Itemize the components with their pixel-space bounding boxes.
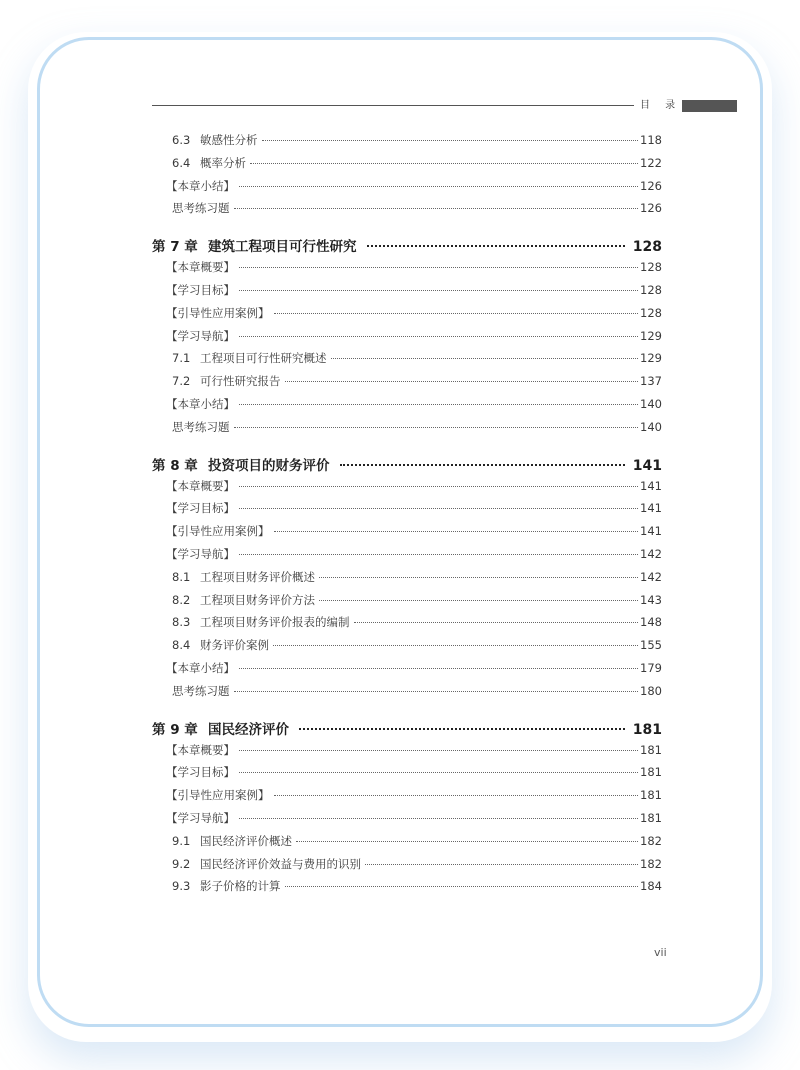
entry-title: 【引导性应用案例】	[166, 305, 270, 320]
toc-entry[interactable]	[152, 569, 662, 592]
page-ref: 142	[640, 546, 662, 561]
toc-entry[interactable]	[152, 878, 662, 901]
toc-entry-label	[152, 350, 331, 366]
table-of-contents	[152, 132, 662, 901]
header-rule	[152, 105, 634, 106]
toc-entry-label	[152, 523, 274, 539]
dot-leader	[239, 290, 638, 291]
header-title: 目 录	[640, 100, 682, 111]
entry-title: 工程项目财务评价方法	[200, 592, 315, 607]
page-ref: 181	[640, 788, 662, 803]
toc-entry-label	[152, 259, 239, 275]
page-ref: 129	[640, 351, 662, 366]
entry-title: 概率分析	[200, 155, 246, 170]
page-ref: 155	[640, 638, 662, 653]
entry-title: 【学习目标】	[166, 282, 235, 297]
entry-title: 【学习导航】	[166, 810, 235, 825]
toc-entry-label	[152, 282, 239, 298]
toc-entry-label	[152, 592, 319, 608]
entry-title: 【引导性应用案例】	[166, 788, 270, 803]
entry-title: 思考练习题	[172, 201, 230, 216]
chapter-title: 国民经济评价	[208, 721, 289, 738]
page-ref: 180	[640, 683, 662, 698]
toc-entry[interactable]	[152, 637, 662, 660]
toc-entry[interactable]	[152, 259, 662, 282]
toc-entry-label	[152, 856, 365, 872]
page-ref: 143	[640, 592, 662, 607]
toc-entry[interactable]	[152, 282, 662, 305]
page-ref: 137	[640, 374, 662, 389]
page-ref: 129	[640, 328, 662, 343]
chapter-title: 建筑工程项目可行性研究	[208, 239, 357, 256]
page-ref: 140	[640, 396, 662, 411]
dot-leader	[367, 245, 625, 247]
toc-entry[interactable]	[152, 350, 662, 373]
toc-entry[interactable]	[152, 546, 662, 569]
toc-entry-label	[152, 396, 239, 412]
page-ref: 141	[640, 478, 662, 493]
toc-chapter-entry[interactable]	[152, 718, 662, 742]
dot-leader	[285, 381, 639, 382]
page-ref: 181	[640, 742, 662, 757]
section-number: 9.2	[172, 856, 191, 871]
entry-title: 思考练习题	[172, 683, 230, 698]
toc-entry-label	[152, 546, 239, 562]
dot-leader	[234, 427, 639, 428]
toc-entry-label	[152, 132, 262, 148]
toc-entry[interactable]	[152, 856, 662, 879]
page-ref: 181	[632, 721, 662, 738]
toc-entry[interactable]	[152, 396, 662, 419]
entry-title: 工程项目可行性研究概述	[200, 351, 327, 366]
dot-leader	[354, 622, 639, 623]
dot-leader	[239, 267, 638, 268]
toc-entry-label	[152, 764, 239, 780]
entry-title: 【本章小结】	[166, 396, 235, 411]
toc-entry-label	[152, 637, 273, 653]
page-ref: 181	[640, 810, 662, 825]
toc-entry-label	[152, 569, 319, 585]
dot-leader	[299, 728, 625, 730]
dot-leader	[239, 554, 638, 555]
dot-leader	[274, 531, 639, 532]
toc-entry[interactable]	[152, 478, 662, 501]
toc-entry[interactable]	[152, 305, 662, 328]
toc-entry-label	[152, 742, 239, 758]
toc-entry[interactable]	[152, 178, 662, 201]
entry-title: 影子价格的计算	[200, 879, 281, 894]
section-number: 9.3	[172, 879, 191, 894]
toc-entry[interactable]	[152, 132, 662, 155]
toc-entry-label	[152, 787, 274, 803]
chapter-number: 第 7 章	[152, 239, 198, 256]
entry-title: 【本章小结】	[166, 178, 235, 193]
toc-entry[interactable]	[152, 810, 662, 833]
dot-leader	[340, 464, 625, 466]
page-ref: 179	[640, 660, 662, 675]
toc-entry[interactable]	[152, 523, 662, 546]
dot-leader	[239, 186, 638, 187]
section-number: 8.4	[172, 638, 191, 653]
toc-entry-label	[152, 419, 234, 435]
page-ref: 128	[640, 260, 662, 275]
page-ref: 126	[640, 178, 662, 193]
section-number: 8.2	[172, 592, 191, 607]
dot-leader	[262, 140, 639, 141]
dot-leader	[296, 841, 638, 842]
toc-entry[interactable]	[152, 200, 662, 223]
toc-entry[interactable]	[152, 683, 662, 706]
entry-title: 敏感性分析	[200, 133, 258, 147]
section-number: 7.2	[172, 374, 191, 389]
entry-title: 【学习目标】	[166, 765, 235, 780]
toc-entry-label	[152, 155, 250, 171]
toc-entry[interactable]	[152, 500, 662, 523]
entry-title: 【本章概要】	[166, 742, 235, 757]
toc-entry[interactable]	[152, 614, 662, 637]
dot-leader	[234, 208, 639, 209]
page-number: vii	[654, 946, 667, 959]
dot-leader	[239, 508, 638, 509]
entry-title: 可行性研究报告	[200, 374, 281, 389]
dot-leader	[239, 404, 638, 405]
dot-leader	[274, 313, 639, 314]
toc-chapter-entry[interactable]	[152, 454, 662, 478]
toc-entry-label	[152, 235, 361, 255]
toc-entry[interactable]	[152, 833, 662, 856]
page-ref: 128	[632, 239, 662, 256]
entry-title: 工程项目财务评价报表的编制	[200, 615, 350, 630]
page-ref: 128	[640, 305, 662, 320]
toc-entry-label	[152, 373, 285, 389]
toc-chapter-entry[interactable]	[152, 235, 662, 259]
page-ref: 128	[640, 282, 662, 297]
entry-title: 【学习导航】	[166, 546, 235, 561]
entry-title: 国民经济评价效益与费用的识别	[200, 856, 361, 871]
section-number: 7.1	[172, 351, 191, 366]
toc-entry[interactable]	[152, 787, 662, 810]
dot-leader	[319, 577, 638, 578]
dot-leader	[239, 772, 638, 773]
page-ref: 126	[640, 201, 662, 216]
toc-entry-label	[152, 178, 239, 194]
chapter-number: 第 9 章	[152, 721, 198, 738]
page-ref: 141	[640, 524, 662, 539]
dot-leader	[319, 600, 638, 601]
running-header	[152, 100, 738, 112]
dot-leader	[285, 886, 639, 887]
toc-entry[interactable]	[152, 419, 662, 442]
page-ref: 182	[640, 856, 662, 871]
toc-entry-label	[152, 810, 239, 826]
page-ref: 141	[640, 501, 662, 516]
toc-entry-label	[152, 878, 285, 894]
toc-entry-label	[152, 660, 239, 676]
entry-title: 财务评价案例	[200, 638, 269, 653]
dot-leader	[239, 818, 638, 819]
dot-leader	[239, 336, 638, 337]
page-ref: 181	[640, 765, 662, 780]
toc-entry[interactable]	[152, 764, 662, 787]
entry-title: 【学习目标】	[166, 501, 235, 516]
toc-entry-label	[152, 718, 293, 738]
dot-leader	[234, 691, 639, 692]
dot-leader	[250, 163, 638, 164]
section-number: 9.1	[172, 833, 191, 848]
toc-entry[interactable]	[152, 660, 662, 683]
entry-title: 国民经济评价概述	[200, 833, 292, 848]
dot-leader	[331, 358, 639, 359]
toc-entry-label	[152, 200, 234, 216]
page-ref: 118	[640, 133, 662, 147]
toc-entry-label	[152, 683, 234, 699]
entry-title: 【本章小结】	[166, 660, 235, 675]
toc-entry-label	[152, 833, 296, 849]
section-number: 6.3	[172, 133, 191, 147]
dot-leader	[239, 668, 638, 669]
toc-entry-label	[152, 478, 239, 494]
toc-entry-label	[152, 454, 334, 474]
entry-title: 思考练习题	[172, 419, 230, 434]
toc-entry-label	[152, 305, 274, 321]
toc-entry[interactable]	[152, 742, 662, 765]
toc-entry-label	[152, 614, 354, 630]
toc-entry[interactable]	[152, 373, 662, 396]
chapter-number: 第 8 章	[152, 457, 198, 474]
dot-leader	[274, 795, 639, 796]
chapter-title: 投资项目的财务评价	[208, 457, 330, 474]
toc-entry-label	[152, 500, 239, 516]
dot-leader	[239, 486, 638, 487]
page-ref: 140	[640, 419, 662, 434]
entry-title: 工程项目财务评价概述	[200, 569, 315, 584]
toc-entry[interactable]	[152, 155, 662, 178]
header-tab-marker	[682, 100, 737, 112]
toc-entry[interactable]	[152, 592, 662, 615]
section-number: 6.4	[172, 155, 191, 170]
entry-title: 【引导性应用案例】	[166, 524, 270, 539]
dot-leader	[239, 750, 638, 751]
toc-entry[interactable]	[152, 328, 662, 351]
section-number: 8.3	[172, 615, 191, 630]
section-number: 8.1	[172, 569, 191, 584]
page-ref: 142	[640, 569, 662, 584]
page-ref: 184	[640, 879, 662, 894]
dot-leader	[273, 645, 638, 646]
page-ref: 122	[640, 155, 662, 170]
dot-leader	[365, 864, 638, 865]
entry-title: 【学习导航】	[166, 328, 235, 343]
page-ref: 141	[632, 457, 662, 474]
page-ref: 148	[640, 615, 662, 630]
entry-title: 【本章概要】	[166, 260, 235, 275]
page-ref: 182	[640, 833, 662, 848]
entry-title: 【本章概要】	[166, 478, 235, 493]
toc-entry-label	[152, 328, 239, 344]
